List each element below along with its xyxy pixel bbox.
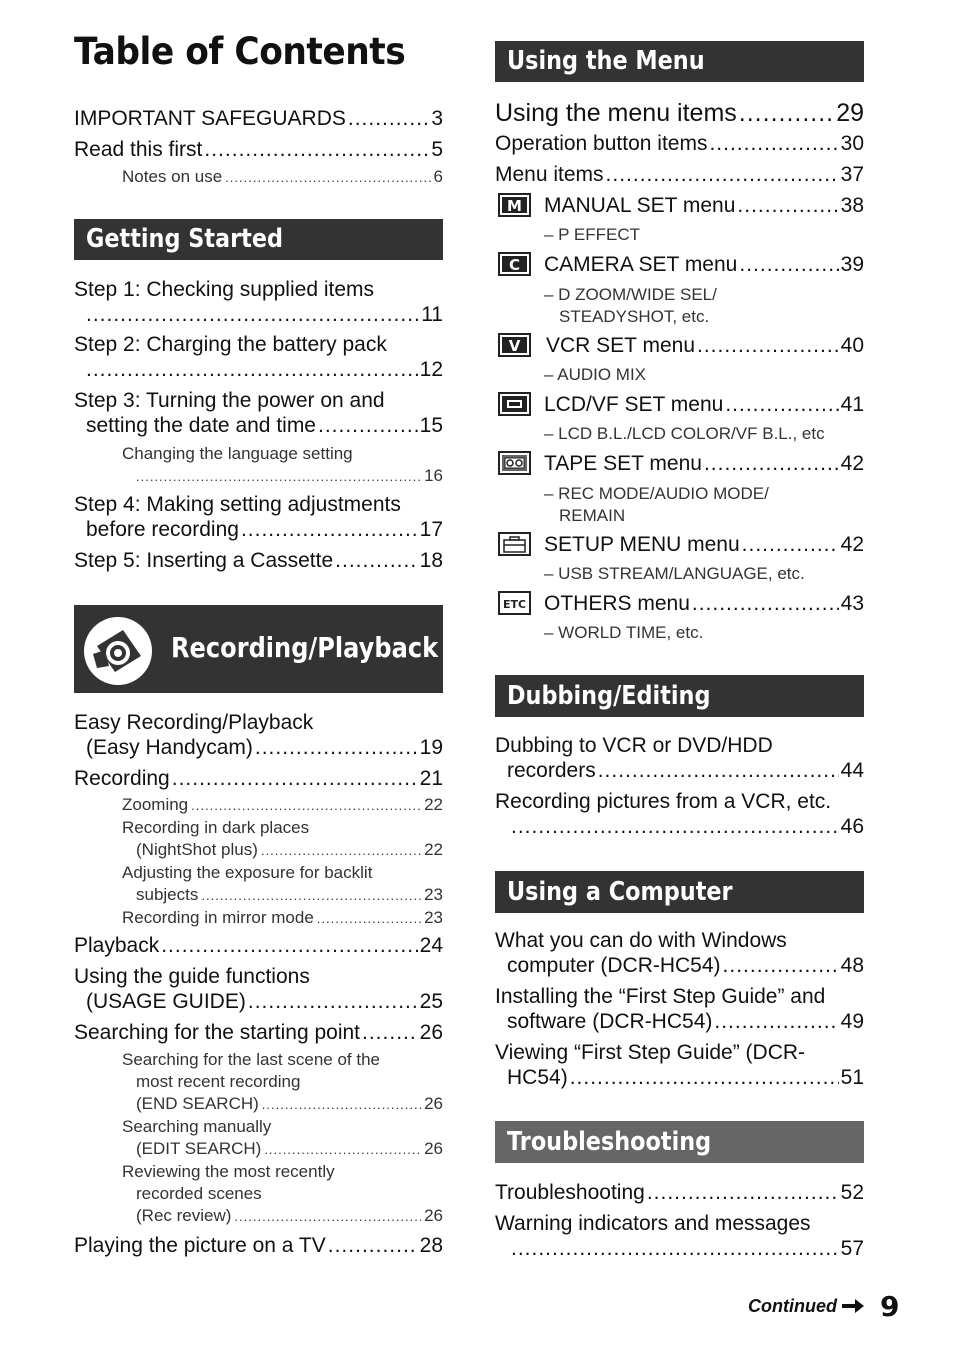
toc-subentry-edit-search[interactable]: Searching manually [122,1117,272,1136]
toc-subentry-mirror[interactable]: Recording in mirror mode ..... 23 [122,907,443,930]
toc-entry-step5[interactable]: Step 5: Inserting a Cassette ..... 18 [74,548,443,573]
toc-entry-tv[interactable]: Playing the picture on a TV ..... 28 [74,1233,443,1258]
page-number: 9 [880,1290,900,1323]
toc-subentry-backlit[interactable]: Adjusting the exposure for backlit [122,863,373,882]
toc-entry-manual-set[interactable]: MANUAL SET menu ..... 38 [495,193,864,218]
toc-subentry-subjects[interactable]: subjects ..... 23 [122,884,443,907]
toc-subentry-notes[interactable]: Notes on use ..... 6 [122,166,443,189]
toc-entry-windows[interactable]: What you can do with Windows computer (DCR-HC54) ..... 48 [495,928,864,978]
svg-text:M: M [507,197,522,215]
arrow-right-icon [842,1299,864,1313]
toc-subentry-rec-review[interactable]: Reviewing the most recently [122,1162,335,1181]
toc-subentries-search: Searching for the last scene of the most recent recording (END SEARCH) ..... 26 Searching manually (EDIT SEARCH) ..... 26 Reviewing the most recently recorded scenes (Rec review) ..... 26 [122,1049,443,1228]
toc-entry-setup-menu[interactable]: SETUP MENU menu ..... 42 [495,532,864,557]
toc-entry-view-guide[interactable]: Viewing “First Step Guide” (DCR- HC54) ..... 51 [495,1040,864,1090]
toc-subentry-rec-mode: – REC MODE/AUDIO MODE/ REMAIN [544,484,769,525]
toc-entry-read-first[interactable]: Read this first ..... 5 [74,137,443,162]
section-troubleshooting: Troubleshooting [495,1121,864,1163]
section-using-menu: Using the Menu [495,41,864,82]
toc-entry-usage-guide[interactable]: Using the guide functions (USAGE GUIDE) ..... 25 [74,964,443,1014]
toc-entry-install[interactable]: Installing the “First Step Guide” and software (DCR-HC54) ..... 49 [495,984,864,1034]
toc-subentry-nightshot[interactable]: (NightShot plus) ..... 22 [122,839,443,862]
toc-entry-step4[interactable]: Step 4: Making setting adjustments before recording ..... 17 [74,492,443,542]
page-title: Table of Contents [74,30,406,73]
toc-entry-vcr-set[interactable]: VCR SET menu ..... 40 [495,333,864,358]
section-getting-started: Getting Started [74,219,443,260]
toc-subentry-world-time: – WORLD TIME, etc. [544,623,704,642]
toc-subentry-zooming[interactable]: Zooming ..... 22 [122,794,443,817]
continued-link[interactable]: Continued [748,1296,864,1317]
toc-entry-warnings[interactable]: Warning indicators and messages ..... 57 [495,1211,864,1261]
toc-entry-step2[interactable]: Step 2: Charging the battery pack ..... 12 [74,332,443,382]
svg-text:V: V [508,337,521,355]
toc-entry-tape-set[interactable]: TAPE SET menu ..... 42 [495,451,864,476]
toc-entry-step1[interactable]: Step 1: Checking supplied items ..... 11 [74,277,443,327]
toc-subentry-usb-stream: – USB STREAM/LANGUAGE, etc. [544,564,805,583]
toc-entry-recording[interactable]: Recording ..... 21 [74,766,443,791]
toc-subentry-d-zoom: – D ZOOM/WIDE SEL/ STEADYSHOT, etc. [544,285,717,326]
toc-entry-step3[interactable]: Step 3: Turning the power on and setting the date and time ..... 15 [74,388,443,438]
section-using-computer: Using a Computer [495,871,864,913]
toc-subentry-language[interactable]: Changing the language setting ..... 16 [122,443,443,488]
toc-entry-playback[interactable]: Playback ..... 24 [74,933,443,958]
toc-entry-troubleshooting[interactable]: Troubleshooting ..... 52 [495,1180,864,1205]
toc-entry-lcd-vf-set[interactable]: LCD/VF SET menu ..... 41 [495,392,864,417]
toc-entry-easy-handycam[interactable]: Easy Recording/Playback (Easy Handycam) ..... 19 [74,710,443,760]
toc-entry-from-vcr[interactable]: Recording pictures from a VCR, etc. ..... 46 [495,789,864,839]
toc-entry-menu-list[interactable]: Menu items ..... 37 [495,162,864,187]
section-recording-playback: Recording/Playback [74,605,443,693]
toc-subentry-lcd-bl: – LCD B.L./LCD COLOR/VF B.L., etc [544,424,825,443]
toc-subentry-p-effect: – P EFFECT [544,225,641,244]
toc-entry-operation-buttons[interactable]: Operation button items ..... 30 [495,131,864,156]
toc-entry-others[interactable]: OTHERS menu ..... 43 [495,591,864,616]
svg-text:ETC: ETC [502,598,527,611]
toc-subentries-recording [122,794,443,930]
toc-subentry-audio-mix: – AUDIO MIX [544,365,647,384]
toc-entry-menu-items[interactable]: Using the menu items ..... 29 [495,98,864,128]
toc-subentry-dark[interactable]: Recording in dark places [122,818,310,837]
toc-subentry-end-search[interactable]: Searching for the last scene of the [122,1050,380,1069]
toc-entry-safeguards[interactable]: IMPORTANT SAFEGUARDS ..... 3 [74,106,443,131]
toc-entry-camera-set[interactable]: CAMERA SET menu ..... 39 [495,252,864,277]
toc-entry-searching[interactable]: Searching for the starting point ..... 26 [74,1020,443,1045]
section-dubbing-editing: Dubbing/Editing [495,675,864,717]
toc-entry-dubbing-vcr[interactable]: Dubbing to VCR or DVD/HDD recorders ..... 44 [495,733,864,783]
handycam-icon [83,616,153,686]
svg-text:C: C [508,256,521,274]
